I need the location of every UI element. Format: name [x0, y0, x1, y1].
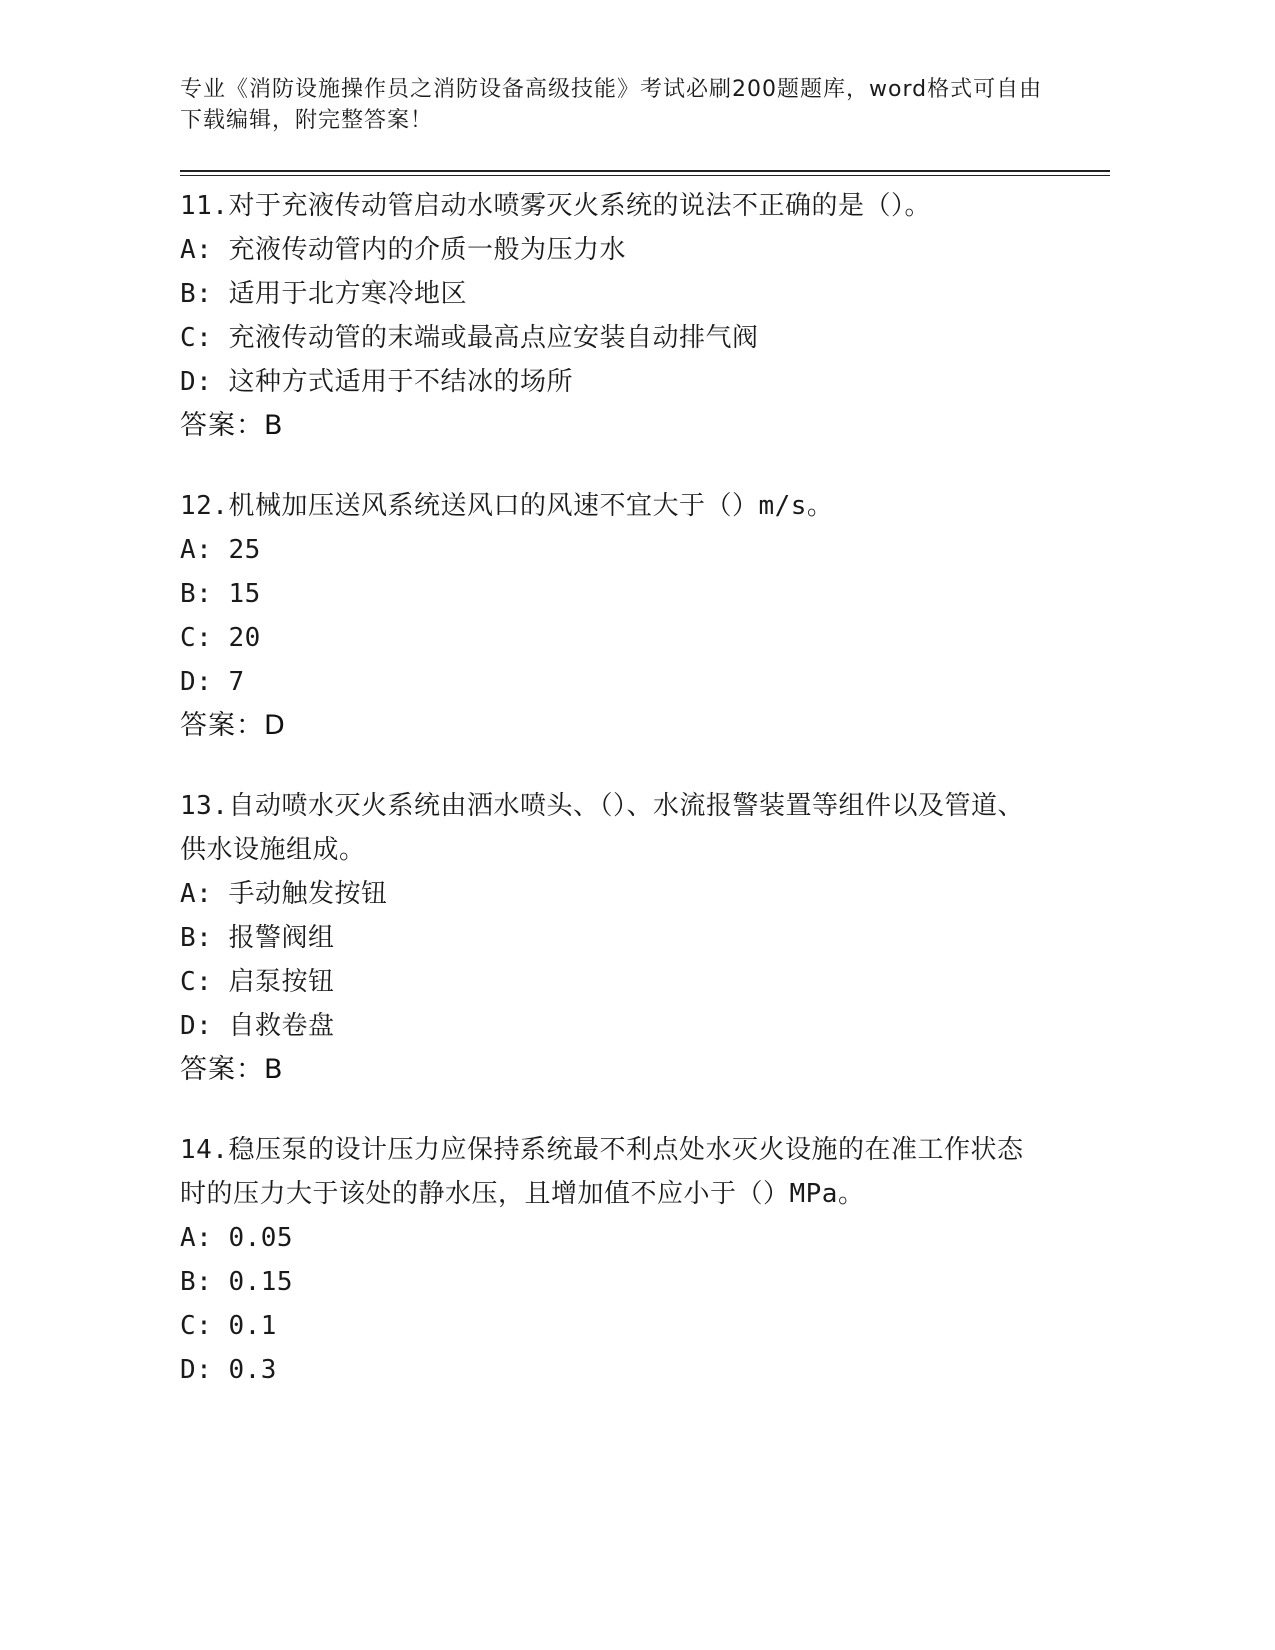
option-c: C: 启泵按钮	[180, 967, 335, 997]
answer-line: 答案：D	[180, 710, 286, 741]
header-divider-thick	[180, 170, 1110, 172]
question-12	[180, 484, 1060, 748]
question-stem: 12.机械加压送风系统送风口的风速不宜大于（）m/s。	[180, 491, 834, 521]
question-11	[180, 184, 1060, 448]
header-divider	[180, 170, 1110, 176]
option-c: C: 0.1	[180, 1311, 277, 1341]
option-a: A: 25	[180, 535, 261, 565]
document-header: 专业《消防设施操作员之消防设备高级技能》考试必刷200题题库，word格式可自由下载编辑，附完整答案！	[180, 77, 1043, 133]
answer-line: 答案：B	[180, 1054, 284, 1085]
option-b: B: 15	[180, 579, 261, 609]
option-d: D: 7	[180, 667, 245, 697]
question-stem: 14.稳压泵的设计压力应保持系统最不利点处水灭火设施的在准工作状态时的压力大于该处的静水压，且增加值不应小于（）MPa。	[180, 1135, 1024, 1209]
question-list	[180, 184, 1060, 1428]
option-a: A: 手动触发按钮	[180, 879, 388, 909]
option-b: B: 0.15	[180, 1267, 294, 1297]
option-d: D: 自救卷盘	[180, 1011, 335, 1041]
option-b: B: 报警阀组	[180, 923, 335, 953]
option-c: C: 充液传动管的末端或最高点应安装自动排气阀	[180, 323, 759, 353]
option-c: C: 20	[180, 623, 261, 653]
option-d: D: 0.3	[180, 1355, 277, 1385]
option-a: A: 充液传动管内的介质一般为压力水	[180, 235, 626, 265]
question-stem: 11.对于充液传动管启动水喷雾灭火系统的说法不正确的是（）。	[180, 191, 931, 221]
option-a: A: 0.05	[180, 1223, 294, 1253]
answer-line: 答案：B	[180, 410, 284, 441]
header-divider-thin	[180, 175, 1110, 176]
question-stem: 13.自动喷水灭火系统由洒水喷头、（）、水流报警装置等组件以及管道、供水设施组成。	[180, 791, 1024, 865]
option-b: B: 适用于北方寒冷地区	[180, 279, 467, 309]
option-d: D: 这种方式适用于不结冰的场所	[180, 367, 573, 397]
question-13	[180, 784, 1060, 1092]
question-14	[180, 1128, 1060, 1392]
